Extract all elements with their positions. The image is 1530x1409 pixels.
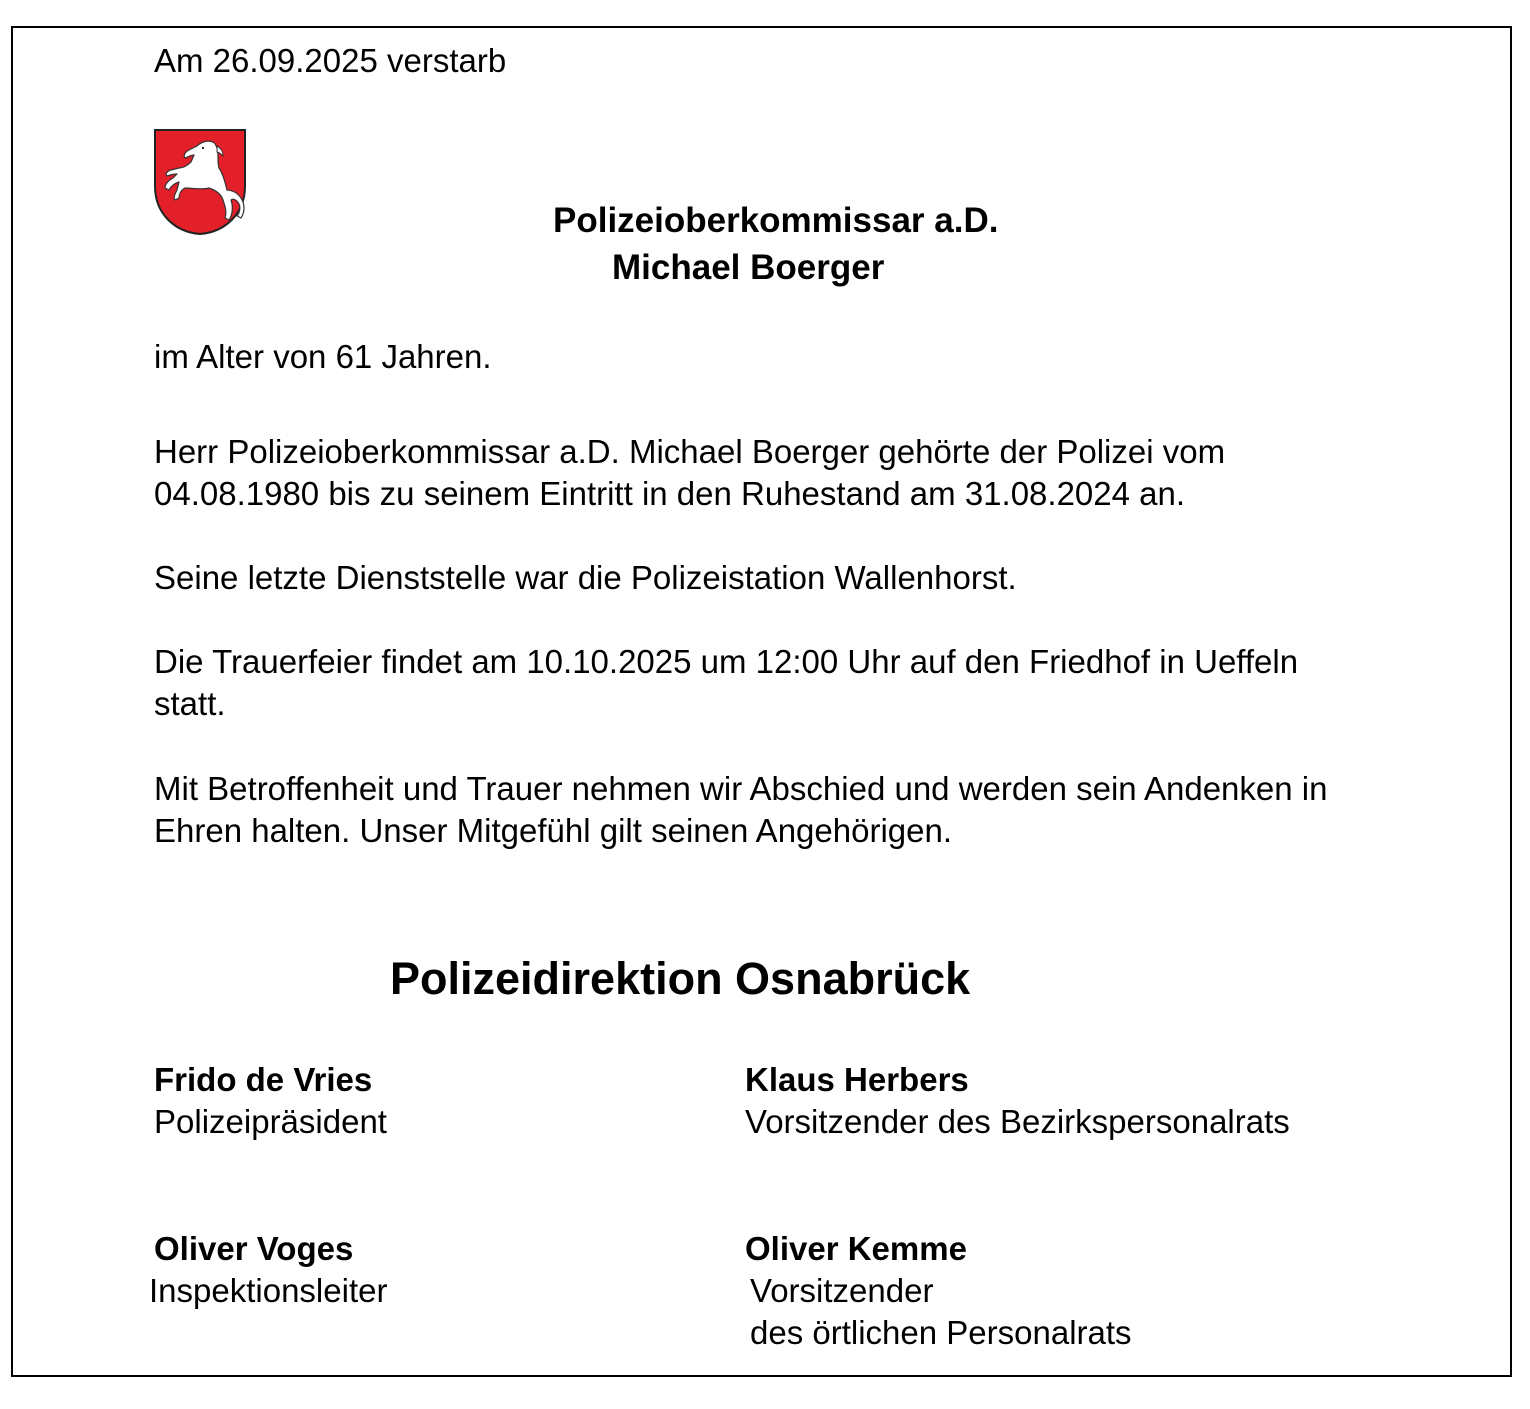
signatory-name: Klaus Herbers <box>745 1061 969 1098</box>
deceased-name: Michael Boerger <box>612 248 885 287</box>
signatory-name: Frido de Vries <box>154 1061 373 1098</box>
funeral-paragraph-line-2: statt. <box>154 685 226 722</box>
lower-saxony-horse-crest-icon <box>153 128 247 236</box>
intro-line: Am 26.09.2025 verstarb <box>154 42 507 79</box>
signatory-title: Vorsitzender des Bezirkspersonalrats <box>745 1103 1290 1140</box>
signatory-title-line-2: des örtlichen Personalrats <box>750 1314 1132 1351</box>
signatory-title-line-1: Vorsitzender <box>750 1272 934 1309</box>
funeral-paragraph-line-1: Die Trauerfeier findet am 10.10.2025 um 12:00 Uhr auf den Friedhof in Ueffeln <box>154 643 1299 680</box>
service-paragraph-line-2: 04.08.1980 bis zu seinem Eintritt in den Ruhestand am 31.08.2024 an. <box>154 475 1186 512</box>
signatory-title: Polizeipräsident <box>154 1103 387 1140</box>
station-paragraph: Seine letzte Dienststelle war die Polizeistation Wallenhorst. <box>154 559 1017 596</box>
service-paragraph-line-1: Herr Polizeioberkommissar a.D. Michael Boerger gehörte der Polizei vom <box>154 433 1226 470</box>
condolence-paragraph-line-1: Mit Betroffenheit und Trauer nehmen wir Abschied und werden sein Andenken in <box>154 770 1328 807</box>
organization-heading: Polizeidirektion Osnabrück <box>390 953 971 1004</box>
signatory-name: Oliver Voges <box>154 1230 354 1267</box>
signatory-title: Inspektionsleiter <box>149 1272 388 1309</box>
deceased-rank: Polizeioberkommissar a.D. <box>553 201 999 240</box>
signatory-name: Oliver Kemme <box>745 1230 967 1267</box>
condolence-paragraph-line-2: Ehren halten. Unser Mitgefühl gilt seinen Angehörigen. <box>154 812 953 849</box>
age-line: im Alter von 61 Jahren. <box>154 338 492 375</box>
